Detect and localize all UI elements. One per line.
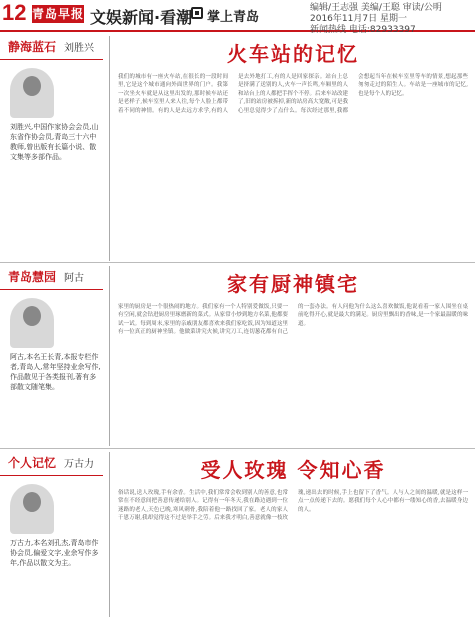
article-3 — [118, 454, 468, 617]
article-2 — [118, 268, 468, 443]
column3-author: 万古力 — [64, 459, 95, 470]
article-1-title: 火车站的记忆 — [227, 42, 359, 66]
article-3-title: 受人玫瑰 令知心香 — [200, 458, 386, 482]
column1-bio: 刘胜兴,中国作家协会会员,山东省作协会员,青岛三十六中教师,曾出版有长篇小说、散文集等多部作品。 — [10, 123, 99, 161]
column3-bio: 万古力,本名刘孔杰,青岛市作协会员,偏爱文字,业余写作多年,作品以散文为主。 — [10, 539, 99, 567]
author-photo — [10, 68, 54, 118]
column1-sidebar — [0, 36, 110, 261]
app-name: 掌上青岛 — [207, 10, 260, 25]
column2-bio: 阿古,本名王长青,本报专栏作者,青岛人,常年坚持业余写作,作品散见于各类报刊,著有多部散文随笔集。 — [10, 353, 101, 391]
editor-line: 编辑/王志强 美编/王聪 审读/公明 — [310, 3, 442, 13]
column2-tag: 青岛慧园 阿古 — [0, 266, 103, 290]
section-title: 文娱新闻·看潮 — [90, 8, 193, 27]
divider — [0, 448, 475, 449]
article-2-body: 家里的厨房是一个很热闹的地方。我们家有一个人特别爱做饭,只要一有空闲,就会钻进厨房里琢磨新的菜式。从家常小炒到地方名菜,他都要试一试。每到周末,家里的亲戚朋友都喜欢来我们家吃饭,因为知道这里有一位真正的厨神坐镇。他做菜讲究火候,讲究刀工,连切葱花都有自己的一套办法。有人问他为什么这么喜欢做饭,他说看着一家人围坐在桌前吃得开心,就是最大的满足。厨房里飘出的香味,是一个家最温暖的味道。 — [118, 304, 468, 336]
page-number: 12 — [2, 0, 27, 25]
column2-author: 阿古 — [64, 273, 85, 284]
page-header — [0, 0, 475, 35]
column3-tag: 个人记忆 万古力 — [0, 452, 103, 476]
header-meta — [310, 3, 442, 36]
article-1-body: 我们的城市有一座火车站,在很长的一段时间里,它是这个城市通向外面世界的门户。我第一次坐火车就是从这里出发的,那时候车站还是老样子,候车室里人来人往,每个人脸上都带着不同的神情。有的人是去远方求学,有的人是去外地打工,有的人是回家探亲。站台上总是挤满了送别的人,火车一声长鸣,车厢里的人和站台上的人都把手挥个不停。后来车站改建了,旧的站房被拆掉,新的站房高大宽敞,可是我心里总觉得少了点什么。每次经过那里,我都会想起当年在候车室里等车的情景,想起那些匆匆走过的陌生人。车站是一座城市的记忆,也是每个人的记忆。 — [118, 74, 468, 114]
date-line: 2016年11月7日 星期一 — [310, 14, 407, 24]
column2-sidebar — [0, 266, 110, 446]
column3-sidebar — [0, 452, 110, 617]
column1-tag: 静海蓝石 刘胜兴 — [0, 36, 103, 60]
author-photo — [10, 298, 54, 348]
divider — [0, 262, 475, 263]
article-2-title: 家有厨神镇宅 — [227, 272, 359, 296]
qr-code-icon — [191, 7, 203, 19]
article-1 — [118, 38, 468, 253]
author-photo — [10, 484, 54, 534]
hotline-line: 新闻热线 电话:82933397 — [310, 25, 416, 35]
newspaper-masthead: 青岛早报 — [32, 7, 85, 21]
column1-author: 刘胜兴 — [64, 43, 95, 54]
article-3-body: 俗话说,送人玫瑰,手有余香。生活中,我们常常会收到别人的善意,也常常在不经意间把善意传递给别人。记得有一年冬天,我在路边遇到一位迷路的老人,天色已晚,寒风刺骨,我陪着他一路找回了家。老人的家人千恩万谢,我却觉得这不过是举手之劳。后来我才明白,善意就像一枝玫瑰,递出去的时候,手上也留下了香气。人与人之间的温暖,就是这样一点一点传递下去的。愿我们每个人心中都有一缕知心的香,去温暖身边的人。 — [118, 490, 468, 522]
